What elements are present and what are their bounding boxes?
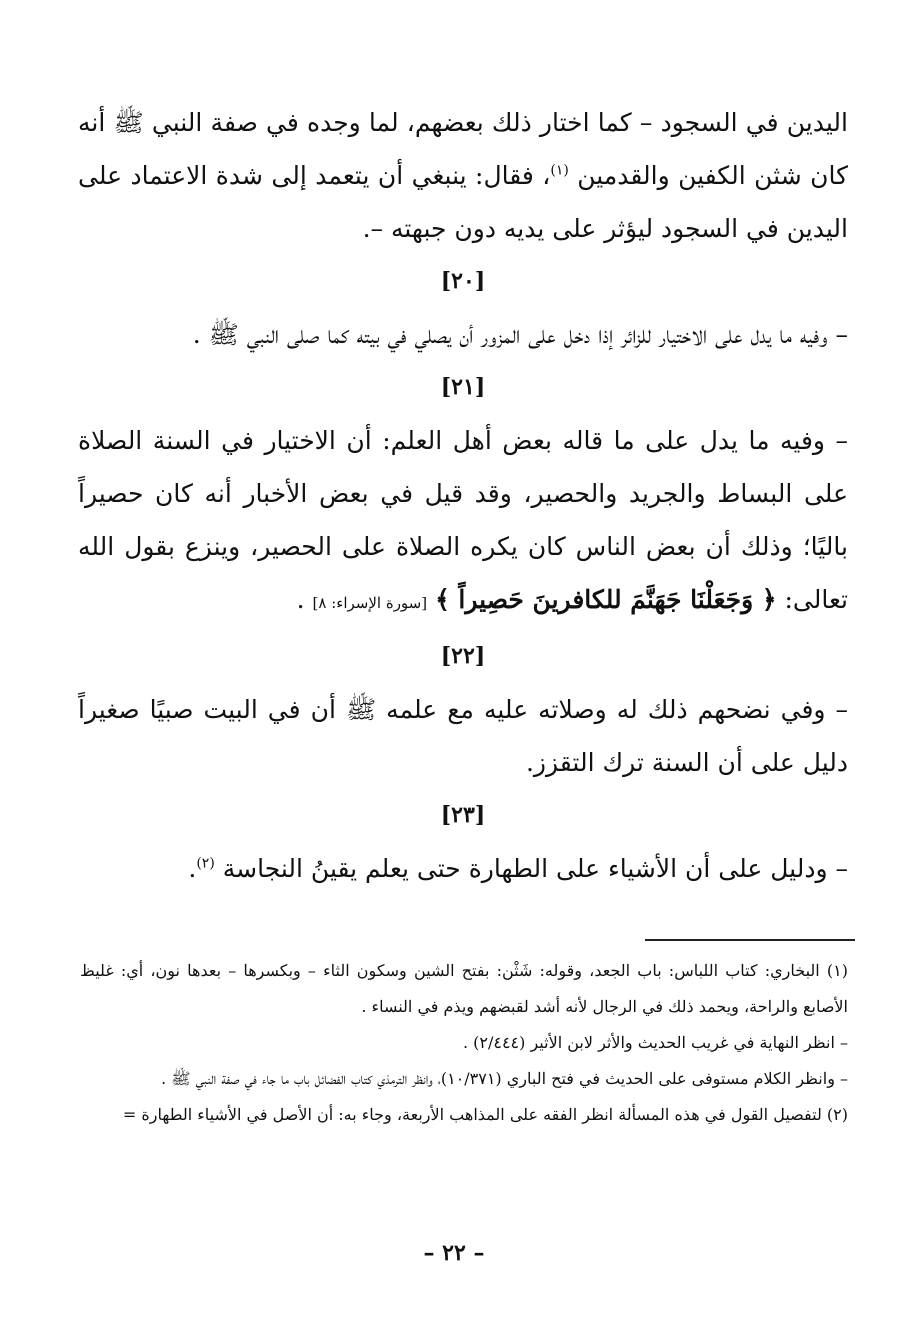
quran-verse: ﴿ وَجَعَلْنَا جَهَنَّمَ للكافرينَ حَصِيراً ﴾ — [435, 585, 777, 614]
footnote-separator — [645, 939, 855, 941]
paragraph-text: – ودليل على أن الأشياء على الطهارة حتى يعلم يقينُ النجاسة — [222, 854, 848, 883]
paragraph-text-cont: ، فقال: ينبغي أن يتعمد إلى شدة الاعتماد على اليدين في السجود ليؤثر على يديه دون جبهته –. — [78, 161, 848, 243]
footnotes — [80, 953, 848, 1133]
footnote-1-ref-nihaya: – انظر النهاية في غريب الحديث والأثر لابن الأثير (٢/٤٤٤) . — [462, 1033, 848, 1052]
page-number: – ٢٢ – — [423, 1240, 485, 1266]
footnote-2: (٢) لتفصيل القول في هذه المسألة انظر الفقه على المذاهب الأربعة، وجاء به: أن الأصل في الأشياء الطهارة = — [122, 1105, 848, 1124]
main-text — [78, 96, 848, 895]
paragraph-23 — [78, 842, 848, 895]
section-number-23: [٢٣] — [440, 802, 486, 828]
paragraph-text: اليدين في السجود – كما اختار ذلك بعضهم، لما وجده في صفة النبي ﷺ أنه كان شثن الكفين والقدمين — [78, 108, 848, 190]
paragraph-22: – وفي نضحهم ذلك له وصلاته عليه مع علمه ﷺ أن في البيت صبيًا صغيراً دليل على أن السنة ترك التقزز. — [78, 695, 848, 777]
paragraph-end: . — [188, 854, 197, 883]
section-number-22: [٢٢] — [440, 643, 486, 669]
paragraph-end: . — [296, 585, 305, 614]
section-number-20: [٢٠] — [440, 268, 486, 294]
paragraph-20: – وفيه ما يدل على الاختيار للزائر إذا دخل على المزور أن يصلي في بيته كما صلى النبي ﷺ . — [192, 320, 848, 349]
paragraph-text: – وفيه ما يدل على ما قاله بعض أهل العلم: أن الاختيار في السنة الصلاة على البساط والجريد والحصير، وقد قيل في بعض الأخبار أنه كان حصيراً باليًا؛ وذلك أن بعض الناس كان يكره الصلاة على الحصير، وينزع بقول الله تعالى: — [78, 426, 848, 614]
verse-reference: [سورة الإسراء: ٨] — [312, 594, 428, 612]
paragraph-21 — [78, 414, 848, 630]
footnote-1: (١) البخاري: كتاب اللباس: باب الجعد، وقوله: شَثْن: بفتح الشين وسكون الثاء – وبكسرها – بعدها نون، أي: غليظ الأصابع والراحة، ويحمد ذلك في الرجال لأنه أشد لقبضهم ويذم في النساء . — [80, 961, 848, 1016]
paragraph-intro — [78, 96, 848, 255]
section-number-21: [٢١] — [440, 374, 486, 400]
footnote-1-ref-fath: – وانظر الكلام مستوفى على الحديث في فتح الباري (١٠/٣٧١)، وانظر الترمذي كتاب الفضائل باب ما جاء في صفة النبي ﷺ . — [161, 1069, 848, 1088]
footnote-ref-2[interactable]: (٢) — [196, 855, 215, 872]
footnote-ref-1[interactable]: (١) — [550, 162, 569, 179]
